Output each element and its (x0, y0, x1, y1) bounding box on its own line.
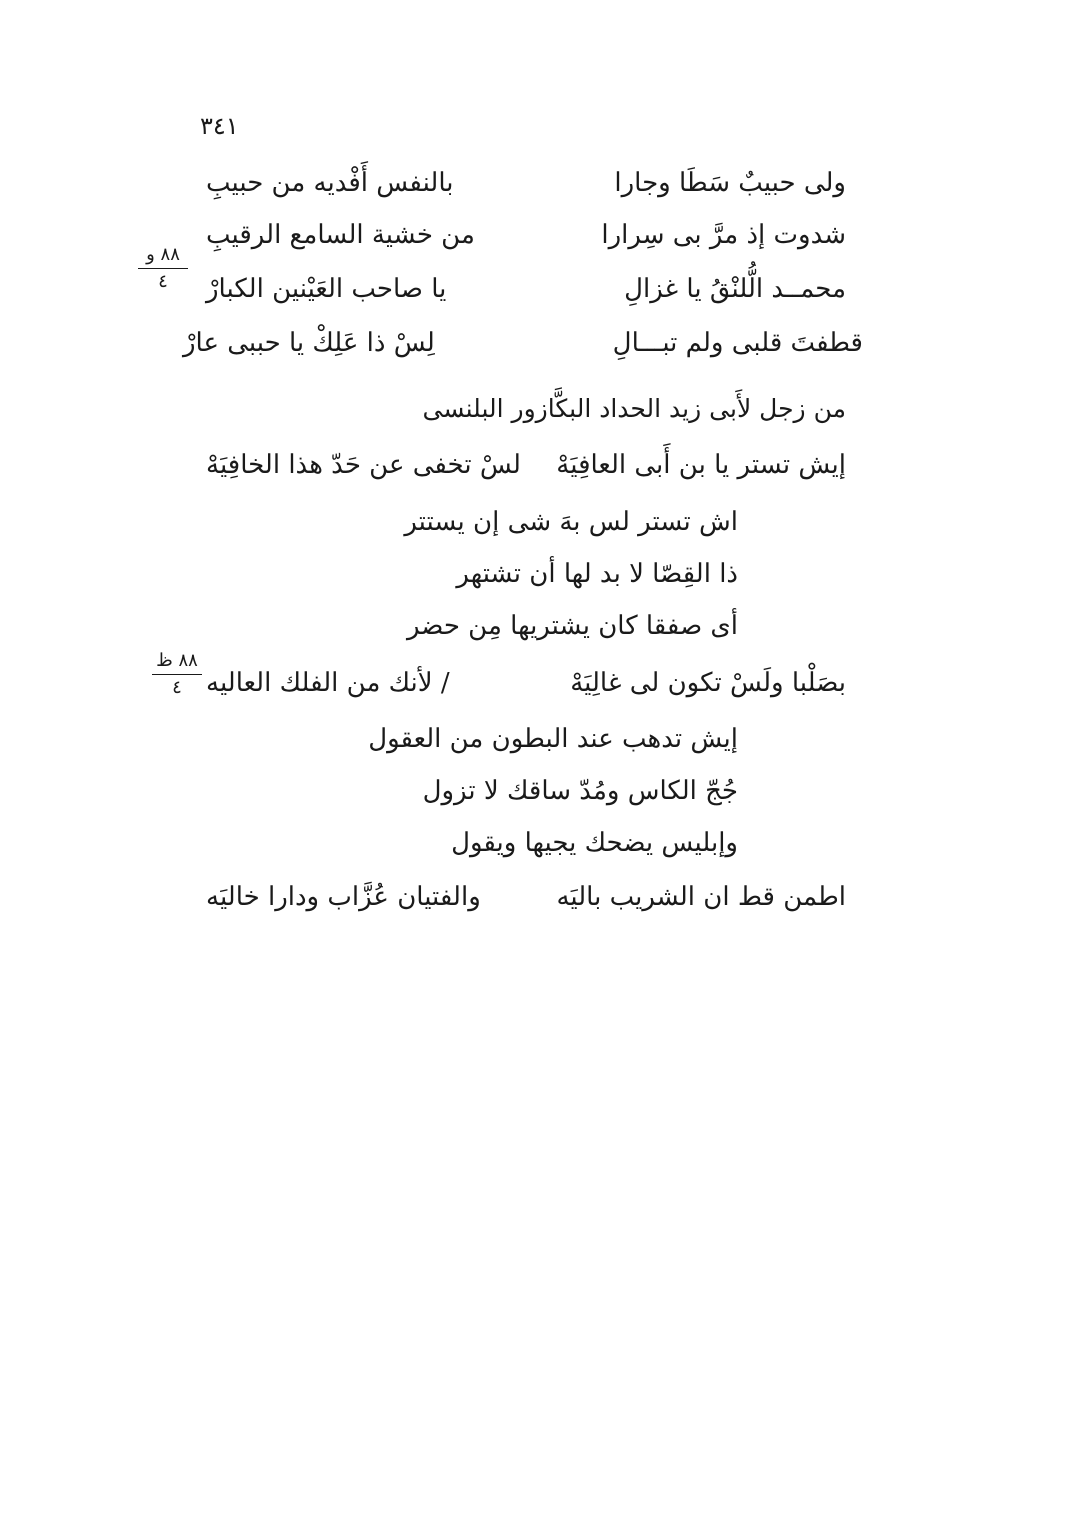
stanza1-line-1 (318, 505, 738, 539)
stanza-text: وإبليس يضحك يجيها ويقول (451, 828, 738, 858)
hemistich-left: يا صاحب العَيْنين الكبارْ (206, 274, 447, 304)
stanza1-line-3 (318, 609, 738, 643)
page-number: ٣٤١ (200, 112, 239, 140)
folio-number: ٨٨ و (146, 244, 180, 265)
folio-note-1 (138, 244, 188, 293)
section-heading: من زجل لأَبى زيد الحداد البكَّازور البلنسى (422, 394, 846, 423)
stanza2-line-3 (318, 826, 738, 860)
folio-number: ٨٨ ظ (156, 650, 198, 671)
hemistich-right: محمــد الُّلنْقُ يا غزالِ (624, 274, 846, 304)
stanza1-line-2 (318, 557, 738, 591)
folio-divider (138, 268, 188, 269)
stanza-text: جُجّ الكاس ومُدّ ساقك لا تزول (422, 776, 738, 806)
hemistich-left: والفتيان عُزَّاب ودارا خاليَه (206, 882, 481, 912)
hemistich-left: بالنفس أَفْديه من حبيبِ (206, 168, 454, 198)
hemistich-right: إيش تستر يا بن أَبى العافِيَهْ (556, 450, 846, 480)
folio-sub: ٤ (172, 677, 182, 698)
hemistich-right: ولى حبيبٌ سَطَا وجارا (614, 168, 846, 198)
stanza-text: أى صفقا كان يشتريها مِن حضر (406, 611, 738, 641)
folio-note-2 (152, 650, 202, 699)
hemistich-right: شدوت إذ مرَّ بى سِرارا (601, 220, 846, 250)
stanza2-line-1 (318, 722, 738, 756)
folio-divider (152, 674, 202, 675)
hemistich-left: / لأنك من الفلك العاليه (206, 668, 450, 698)
stanza2-line-2 (318, 774, 738, 808)
hemistich-right: اطمن قط ان الشريب باليَه (556, 882, 846, 912)
hemistich-left: لِسْ ذا عَلِكْ يا حببى عارْ (183, 328, 435, 358)
hemistich-left: من خشية السامع الرقيبِ (206, 220, 475, 250)
hemistich-right: بصَلْبا ولَسْ تكون لى غالِيَهْ (570, 668, 846, 698)
stanza-text: اش تستر لس بهَ شى إن يستتر (404, 507, 738, 537)
folio-sub: ٤ (158, 271, 168, 292)
hemistich-right: قطفتَ قلبى ولم تبـــالِ (612, 328, 863, 358)
stanza-text: ذا القِصّا لا بد لها أن تشتهر (456, 559, 738, 589)
hemistich-left: لسْ تخفى عن حَدّ هذا الخافِيَهْ (206, 450, 521, 480)
stanza-text: إيش تدهب عند البطون من العقول (368, 724, 738, 754)
